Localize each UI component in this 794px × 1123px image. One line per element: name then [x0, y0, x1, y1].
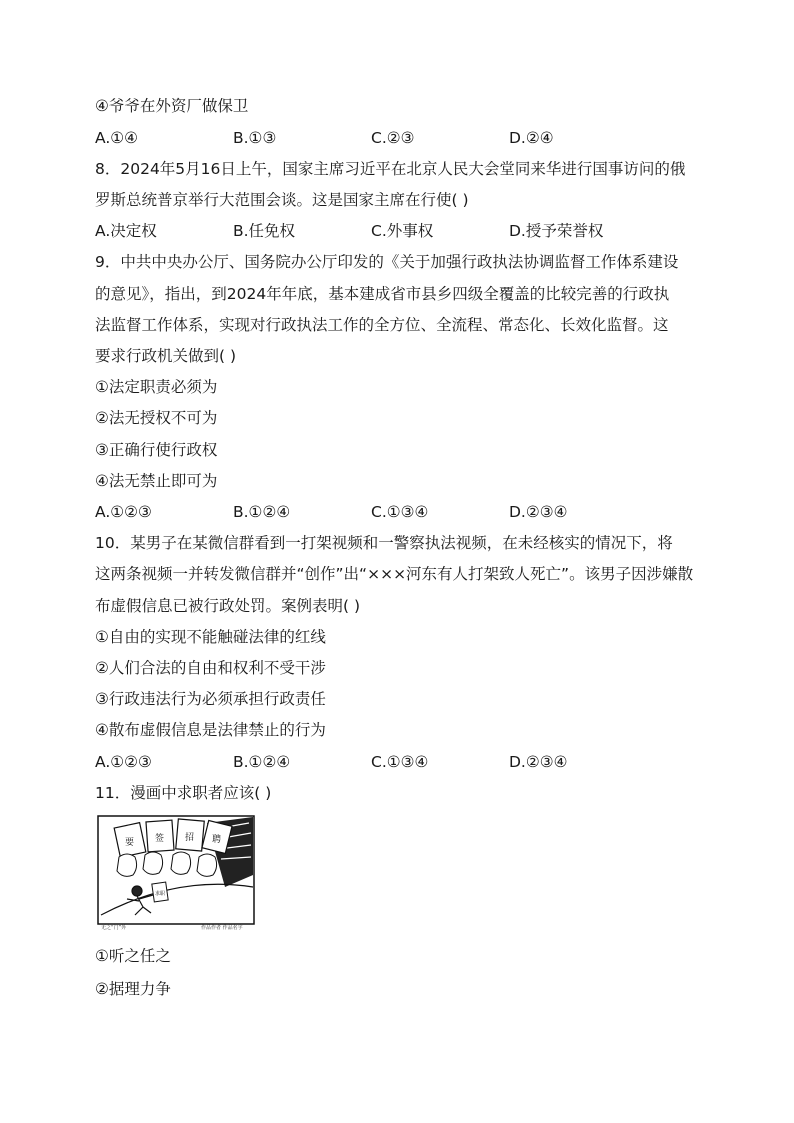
svg-text:求职: 求职: [155, 891, 166, 897]
question-8-line-2: 罗斯总统普京举行大范围会谈。这是国家主席在行使( ): [95, 191, 469, 209]
svg-text:聘: 聘: [212, 835, 222, 845]
cartoon-resume: [152, 882, 168, 902]
answer-item-4: ④爷爷在外资厂做保卫: [95, 97, 249, 115]
q11-item-2: ②据理力争: [95, 980, 171, 998]
q8-option-c: C.外事权: [371, 222, 434, 240]
option-a: A.①④: [95, 129, 139, 147]
svg-text:签: 签: [155, 834, 165, 844]
q10-option-a: A.①②③: [95, 753, 152, 771]
svg-text:要: 要: [125, 838, 135, 848]
q10-item-4: ④散布虚假信息是法律禁止的行为: [95, 721, 326, 739]
q10-option-d: D.②③④: [509, 753, 568, 771]
q9-item-1: ①法定职责必须为: [95, 378, 218, 396]
q8-option-b: B.任免权: [233, 222, 296, 240]
q8-option-d: D.授予荣誉权: [509, 222, 604, 240]
question-9-line-2: 的意见》，指出，到2024年年底，基本建成省市县乡四级全覆盖的比较完善的行政执: [95, 285, 670, 303]
q10-item-2: ②人们合法的自由和权利不受干涉: [95, 659, 326, 677]
q9-item-3: ③正确行使行政权: [95, 441, 218, 459]
job-seeker-cartoon: [97, 815, 255, 931]
q9-item-2: ②法无授权不可为: [95, 409, 218, 427]
question-10-line-1: 10．某男子在某微信群看到一打架视频和一警察执法视频，在未经核实的情况下，将: [95, 534, 673, 552]
cartoon-sign-1: [114, 823, 146, 858]
cartoon-sign-3: [176, 819, 205, 851]
q9-option-d: D.②③④: [509, 503, 568, 521]
q11-item-1: ①听之任之: [95, 947, 171, 965]
question-8-line-1: 8．2024年5月16日上午，国家主席习近平在北京人民大会堂同来华进行国事访问的俄: [95, 160, 686, 178]
q10-item-3: ③行政违法行为必须承担行政责任: [95, 690, 326, 708]
q9-option-b: B.①②④: [233, 503, 291, 521]
q9-option-c: C.①③④: [371, 503, 429, 521]
question-9-line-1: 9．中共中央办公厅、国务院办公厅印发的《关于加强行政执法协调监督工作体系建设: [95, 253, 679, 271]
option-d: D.②④: [509, 129, 554, 147]
q10-option-c: C.①③④: [371, 753, 429, 771]
option-b: B.①③: [233, 129, 277, 147]
question-10-line-3: 布虚假信息已被行政处罚。案例表明( ): [95, 597, 361, 615]
question-10-line-2: 这两条视频一并转发微信群并“创作”出“×××河东有人打架致人死亡”。该男子因涉嫌散: [95, 565, 694, 583]
cartoon-sign-2: [146, 820, 174, 852]
question-9-line-4: 要求行政机关做到( ): [95, 347, 237, 365]
q9-option-a: A.①②③: [95, 503, 152, 521]
question-11-line-1: 11．漫画中求职者应该( ): [95, 784, 272, 802]
q10-option-b: B.①②④: [233, 753, 291, 771]
q8-option-a: A.决定权: [95, 222, 157, 240]
option-c: C.②③: [371, 129, 415, 147]
cartoon-caption-left: 无之“门”外: [101, 925, 127, 931]
cartoon-caption-right: 作品作者 作品名字: [201, 925, 243, 931]
question-9-line-3: 法监督工作体系，实现对行政执法工作的全方位、全流程、常态化、长效化监督。这: [95, 316, 669, 334]
q9-item-4: ④法无禁止即可为: [95, 472, 218, 490]
svg-text:招: 招: [185, 833, 195, 843]
q10-item-1: ①自由的实现不能触碰法律的红线: [95, 628, 326, 646]
